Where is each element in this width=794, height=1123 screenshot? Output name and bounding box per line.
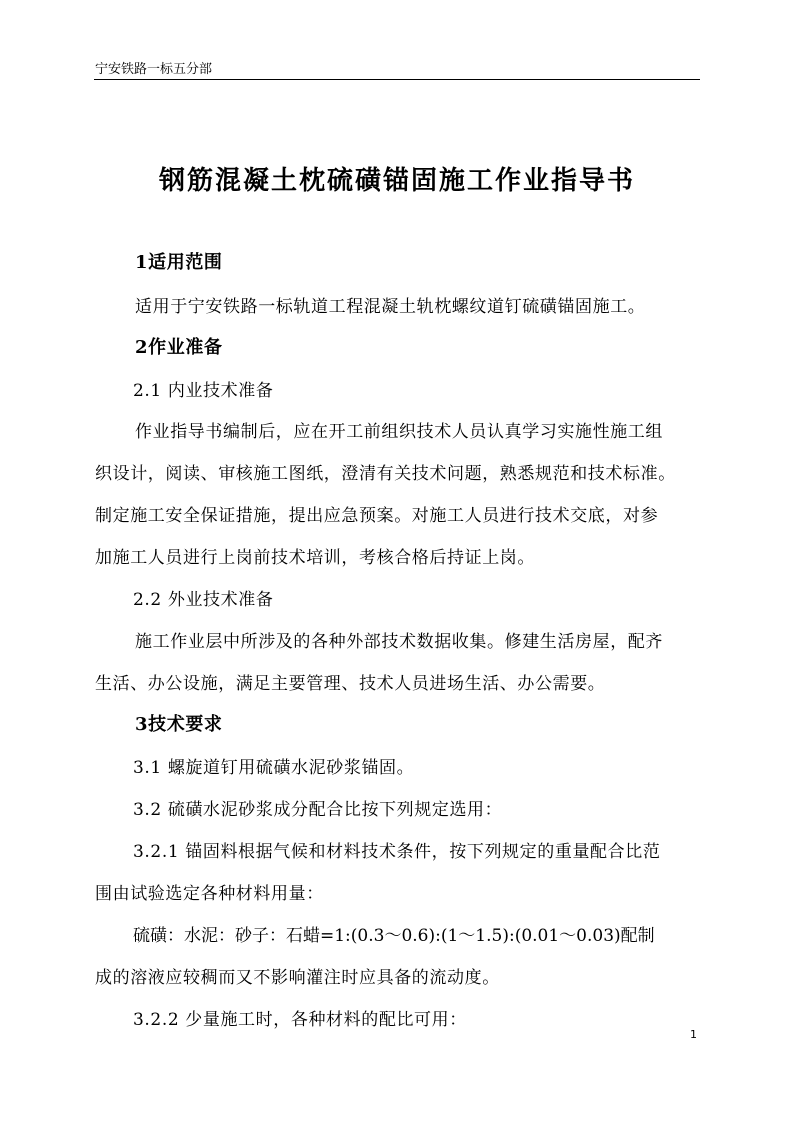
document-title: 钢筋混凝土枕硫磺锚固施工作业指导书 [158, 166, 635, 196]
section-heading-2: 2作业准备 [135, 337, 223, 358]
paragraph-line: 加施工人员进行上岗前技术培训，考核合格后持证上岗。 [95, 548, 535, 568]
section-heading-3: 3技术要求 [135, 714, 223, 735]
paragraph-line: 作业指导书编制后，应在开工前组织技术人员认真学习实施性施工组 [135, 422, 663, 442]
page-number: 1 [690, 1028, 697, 1041]
paragraph-line: 围由试验选定各种材料用量： [95, 884, 324, 904]
mix-ratio-formula: 硫磺：水泥：砂子：石蜡=1:(0.3～0.6):(1～1.5):(0.01～0.03)配制 [133, 926, 655, 946]
paragraph-line: 生活、办公设施，满足主要管理、技术人员进场生活、办公需要。 [95, 674, 606, 694]
paragraph-line: 成的溶液应较稠而又不影响灌注时应具备的流动度。 [95, 968, 500, 988]
running-header: 宁安铁路一标五分部 [95, 62, 213, 77]
clause-3-2-2: 3.2.2 少量施工时，各种材料的配比可用： [133, 1010, 467, 1030]
paragraph-line: 制定施工安全保证措施，提出应急预案。对施工人员进行技术交底，对参 [95, 506, 659, 526]
subsection-heading-2-1: 2.1 内业技术准备 [133, 381, 274, 401]
clause-3-2-1: 3.2.1 锚固料根据气候和材料技术条件，按下列规定的重量配合比范 [133, 842, 661, 862]
paragraph-line: 织设计，阅读、审核施工图纸，澄清有关技术问题，熟悉规范和技术标准。 [95, 464, 676, 484]
clause-3-1: 3.1 螺旋道钉用硫磺水泥砂浆锚固。 [133, 758, 415, 778]
subsection-heading-2-2: 2.2 外业技术准备 [133, 590, 274, 610]
clause-3-2: 3.2 硫磺水泥砂浆成分配合比按下列规定选用： [133, 800, 503, 820]
header-divider [94, 79, 700, 80]
paragraph-line: 施工作业层中所涉及的各种外部技术数据收集。修建生活房屋，配齐 [135, 632, 663, 652]
section-heading-1: 1适用范围 [135, 252, 223, 273]
paragraph-line: 适用于宁安铁路一标轨道工程混凝土轨枕螺纹道钉硫磺锚固施工。 [135, 297, 646, 317]
